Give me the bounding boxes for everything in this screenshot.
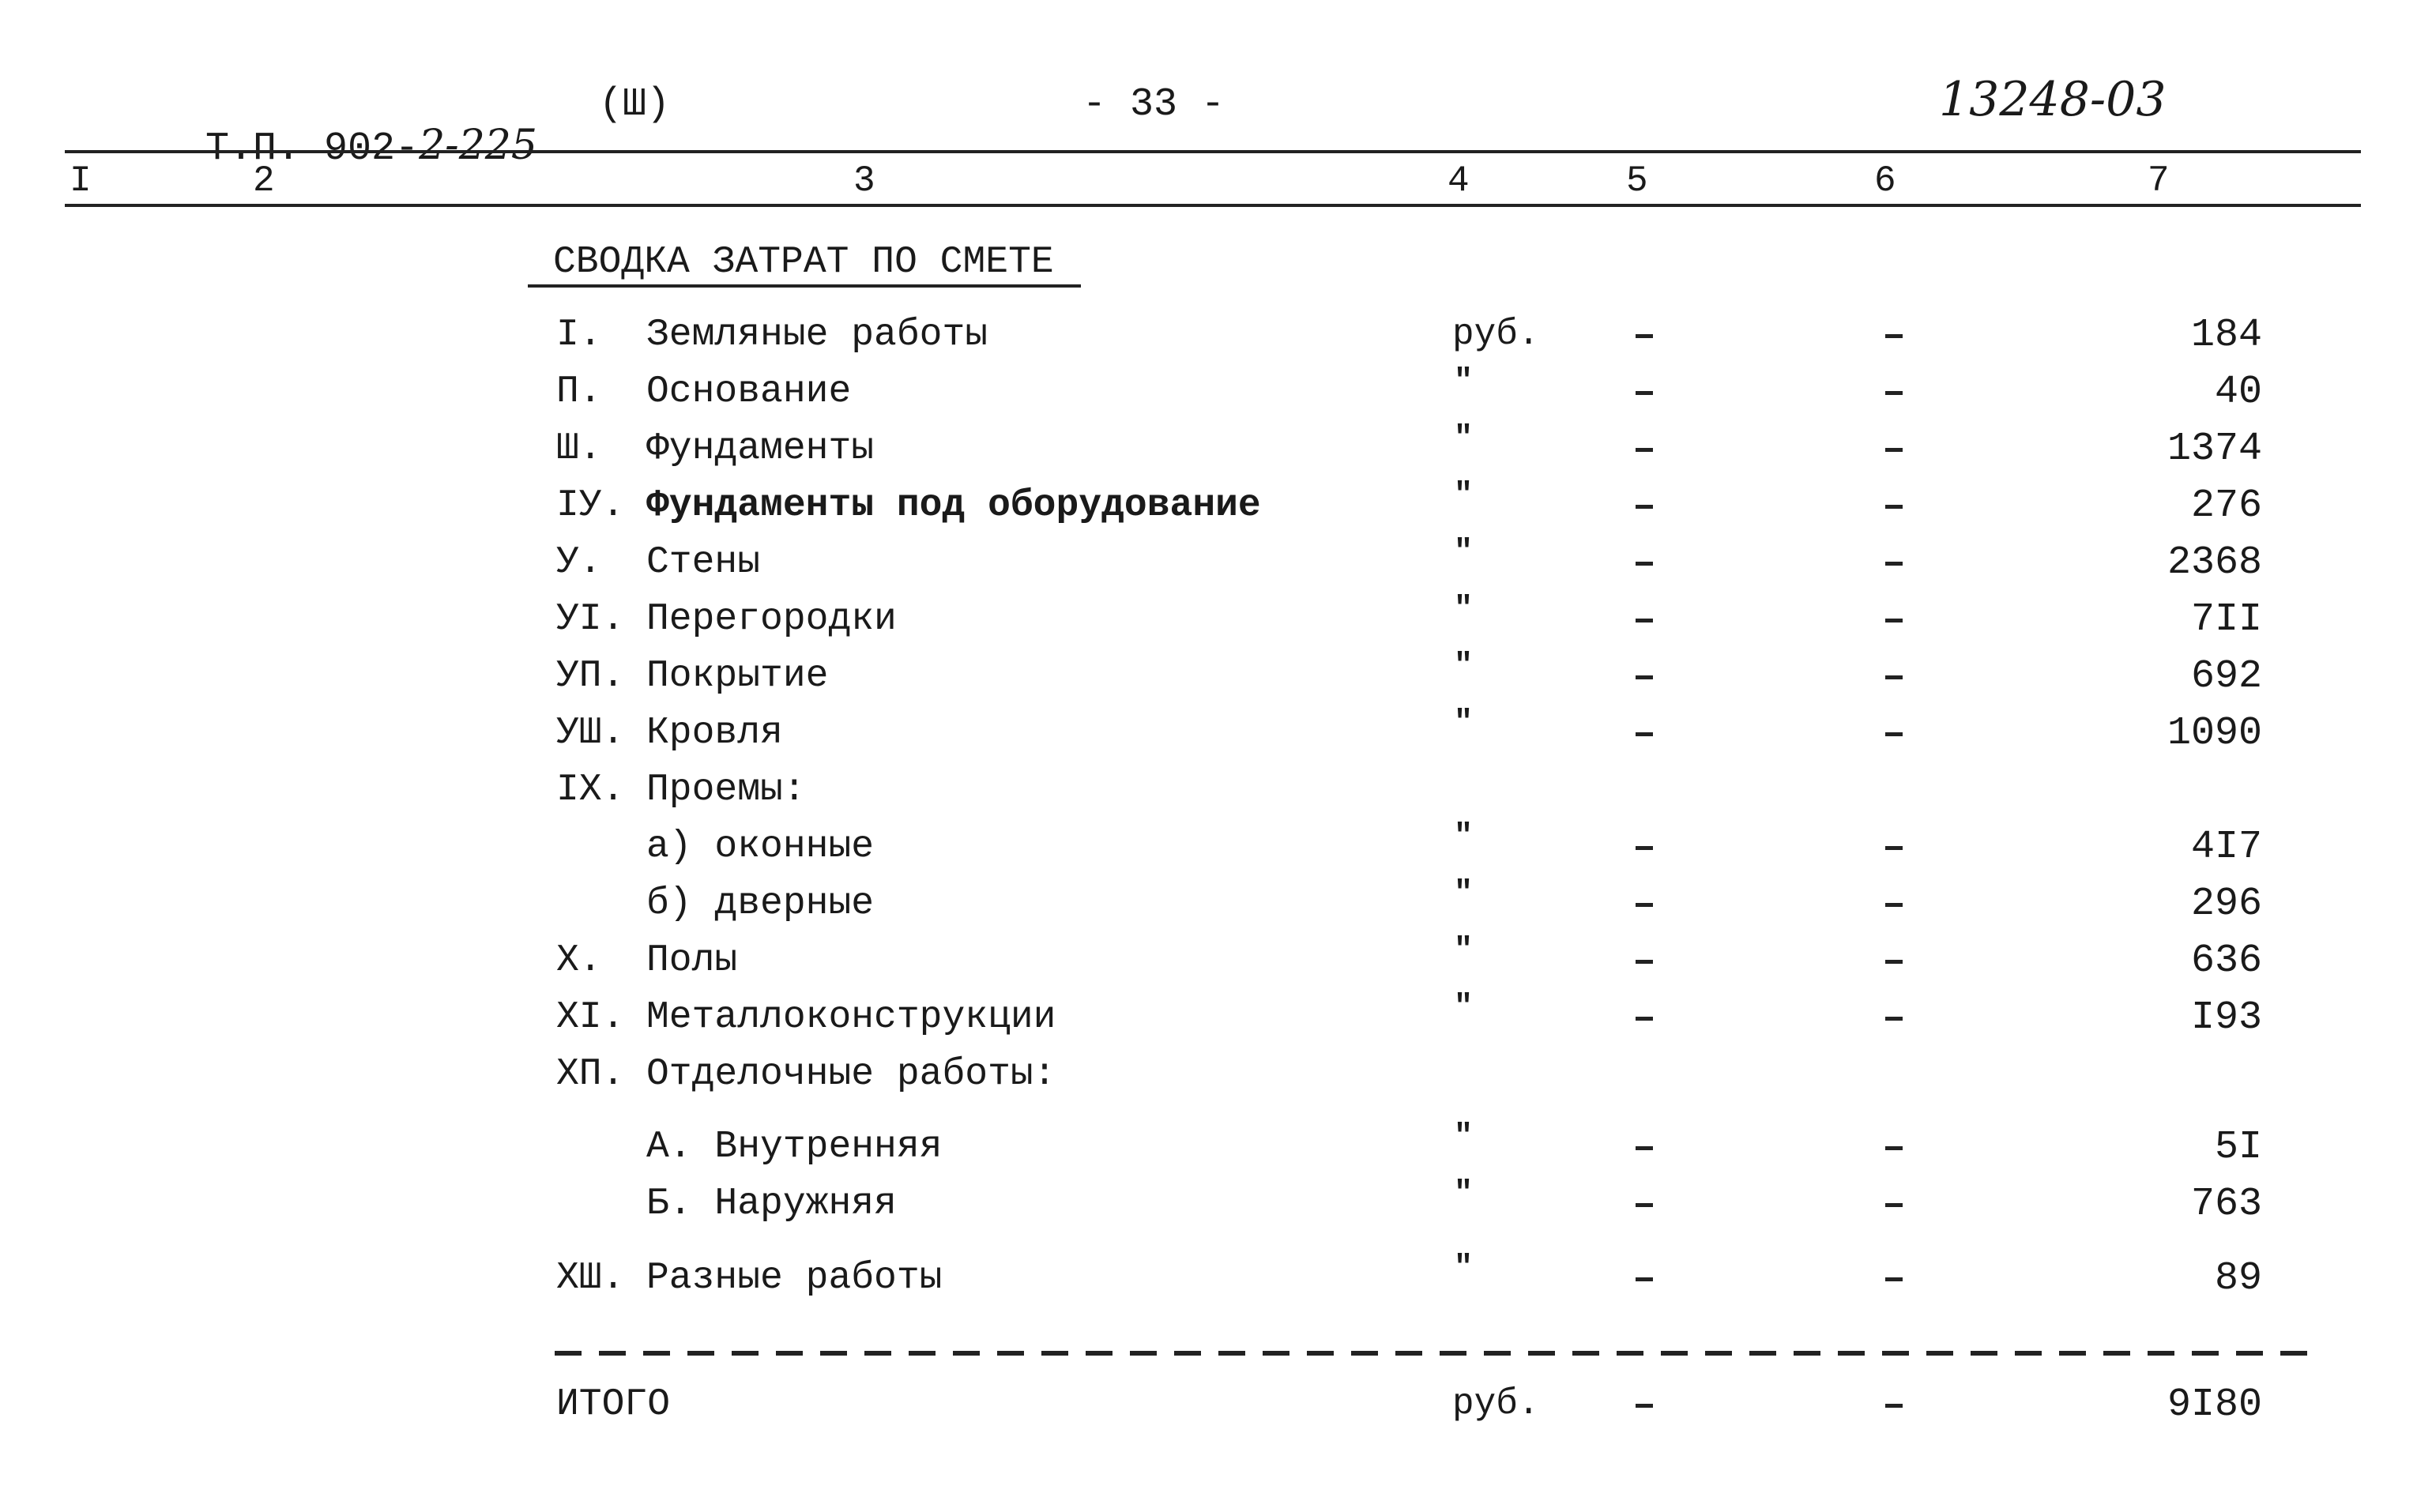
row-value: 7II bbox=[2190, 597, 2262, 642]
column-number-6: 6 bbox=[1874, 160, 1896, 201]
col5-dash bbox=[1636, 334, 1653, 338]
total-value: 9I80 bbox=[2167, 1382, 2262, 1427]
row-label: Металлоконструкции bbox=[646, 996, 1056, 1039]
row-label: Отделочные работы: bbox=[646, 1053, 1056, 1096]
col6-dash bbox=[1885, 846, 1903, 850]
col6-dash bbox=[1885, 903, 1903, 907]
row-label: А. Внутренняя bbox=[646, 1126, 943, 1168]
col5-dash bbox=[1636, 1404, 1653, 1408]
col5-dash bbox=[1636, 1203, 1653, 1207]
row-value: 184 bbox=[2190, 313, 2262, 358]
col6-dash bbox=[1885, 619, 1903, 622]
row-value: 276 bbox=[2190, 483, 2262, 528]
col5-dash bbox=[1636, 1146, 1653, 1150]
row-value: 296 bbox=[2190, 882, 2262, 927]
row-unit: " bbox=[1454, 819, 1474, 855]
column-header-rule bbox=[65, 204, 2361, 207]
col6-dash bbox=[1885, 960, 1903, 964]
row-number: УП. bbox=[556, 655, 625, 698]
row-value: 5I bbox=[2214, 1125, 2262, 1170]
doc-code bbox=[158, 85, 537, 169]
col5-dash bbox=[1636, 562, 1653, 566]
row-unit: " bbox=[1454, 933, 1474, 969]
col6-dash bbox=[1885, 391, 1903, 395]
row-value: 89 bbox=[2214, 1256, 2262, 1301]
row-value: I93 bbox=[2190, 995, 2262, 1040]
summary-title: СВОДКА ЗАТРАТ ПО СМЕТЕ bbox=[553, 241, 1054, 284]
column-number-1: I bbox=[70, 160, 92, 201]
col6-dash bbox=[1885, 505, 1903, 509]
top-rule bbox=[65, 150, 2361, 153]
row-value: 2368 bbox=[2167, 540, 2262, 585]
row-label: Разные работы bbox=[646, 1257, 943, 1299]
row-number: IУ. bbox=[556, 484, 625, 527]
row-label: Покрытие bbox=[646, 655, 829, 698]
row-label: Стены bbox=[646, 541, 761, 584]
row-label: а) оконные bbox=[646, 826, 875, 868]
row-label: Фундаменты bbox=[646, 427, 875, 470]
total-label: ИТОГО bbox=[556, 1383, 671, 1426]
row-number: I. bbox=[556, 314, 602, 356]
row-number: УШ. bbox=[556, 712, 625, 754]
row-unit: " bbox=[1454, 421, 1474, 457]
total-separator bbox=[555, 1351, 2315, 1356]
page-number: - 33 - bbox=[1082, 82, 1225, 127]
col5-dash bbox=[1636, 960, 1653, 964]
row-unit: " bbox=[1454, 705, 1474, 741]
col5-dash bbox=[1636, 391, 1653, 395]
col6-dash bbox=[1885, 732, 1903, 736]
row-unit: " bbox=[1454, 649, 1474, 684]
row-number: П. bbox=[556, 370, 602, 413]
col5-dash bbox=[1636, 619, 1653, 622]
row-unit: " bbox=[1454, 592, 1474, 627]
doc-code-handwritten: 2-225 bbox=[419, 122, 537, 169]
col6-dash bbox=[1885, 1404, 1903, 1408]
row-number: УI. bbox=[556, 598, 625, 641]
row-unit: " bbox=[1454, 876, 1474, 912]
col5-dash bbox=[1636, 1277, 1653, 1281]
column-number-2: 2 bbox=[253, 160, 275, 201]
col5-dash bbox=[1636, 732, 1653, 736]
col5-dash bbox=[1636, 448, 1653, 452]
row-value: 1090 bbox=[2167, 711, 2262, 756]
stamp-number: 13248-03 bbox=[1939, 72, 2167, 127]
col6-dash bbox=[1885, 1146, 1903, 1150]
row-label: Проемы: bbox=[646, 769, 806, 811]
row-label: Перегородки bbox=[646, 598, 897, 641]
col5-dash bbox=[1636, 505, 1653, 509]
row-unit: руб. bbox=[1452, 314, 1540, 355]
col5-dash bbox=[1636, 903, 1653, 907]
row-label: б) дверные bbox=[646, 882, 875, 925]
row-value: 763 bbox=[2190, 1182, 2262, 1227]
row-number: Ш. bbox=[556, 427, 602, 470]
col6-dash bbox=[1885, 562, 1903, 566]
row-label: Б. Наружняя bbox=[646, 1183, 897, 1225]
col5-dash bbox=[1636, 1017, 1653, 1021]
row-value: 40 bbox=[2214, 370, 2262, 415]
column-number-3: 3 bbox=[853, 160, 875, 201]
row-value: 692 bbox=[2190, 654, 2262, 699]
col6-dash bbox=[1885, 1203, 1903, 1207]
col6-dash bbox=[1885, 448, 1903, 452]
row-unit: " bbox=[1454, 1176, 1474, 1212]
row-number: ХШ. bbox=[556, 1257, 625, 1299]
row-value: 1374 bbox=[2167, 427, 2262, 472]
row-number: У. bbox=[556, 541, 602, 584]
row-unit: " bbox=[1454, 478, 1474, 513]
total-unit: руб. bbox=[1452, 1383, 1540, 1424]
row-unit: " bbox=[1454, 364, 1474, 400]
row-value: 636 bbox=[2190, 938, 2262, 984]
row-unit: " bbox=[1454, 535, 1474, 570]
row-label: Полы bbox=[646, 939, 738, 982]
row-unit: " bbox=[1454, 1119, 1474, 1155]
doc-code-prefix: Т.П. 902- bbox=[205, 126, 420, 171]
column-number-5: 5 bbox=[1626, 160, 1648, 201]
col5-dash bbox=[1636, 846, 1653, 850]
part-label: (Ш) bbox=[599, 82, 671, 127]
col6-dash bbox=[1885, 334, 1903, 338]
col5-dash bbox=[1636, 675, 1653, 679]
row-label: Земляные работы bbox=[646, 314, 988, 356]
row-unit: " bbox=[1454, 990, 1474, 1025]
row-unit: " bbox=[1454, 1251, 1474, 1286]
column-number-4: 4 bbox=[1448, 160, 1470, 201]
col6-dash bbox=[1885, 675, 1903, 679]
row-number: ХП. bbox=[556, 1053, 625, 1096]
title-underline bbox=[528, 284, 1081, 288]
row-label: Кровля bbox=[646, 712, 783, 754]
row-number: Х. bbox=[556, 939, 602, 982]
row-value: 4I7 bbox=[2190, 825, 2262, 870]
row-number: IХ. bbox=[556, 769, 625, 811]
col6-dash bbox=[1885, 1277, 1903, 1281]
column-number-7: 7 bbox=[2148, 160, 2170, 201]
row-label: Основание bbox=[646, 370, 852, 413]
row-number: ХI. bbox=[556, 996, 625, 1039]
col6-dash bbox=[1885, 1017, 1903, 1021]
row-label: Фундаменты под оборудование bbox=[646, 484, 1261, 527]
